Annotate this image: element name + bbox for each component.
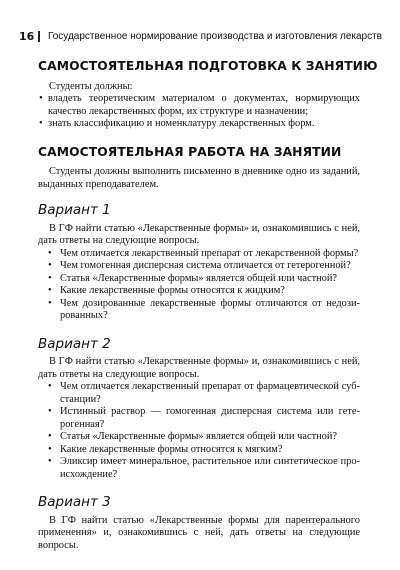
list-item: • владеть теоретическим материалом о документах, нормирующих качество лекарственных форм, их структуре и назначении; <box>38 93 360 118</box>
list-item: • Какие лекарственные формы относятся к мягким? <box>38 444 360 457</box>
list-item: • Чем гомогенная дисперсная система отличается от гетерогенной? <box>38 260 360 273</box>
list-item: • Истинный раствор — гомогенная дисперсная система или гетерогенная? <box>38 406 360 431</box>
variant-title: Вариант 1 <box>38 202 111 218</box>
list-item: • Статья «Лекарственные формы» является общей или частной? <box>38 431 360 444</box>
list-item: • Чем дозированные лекарственные формы отличаются от недозированных? <box>38 298 360 323</box>
list-item: • знать классификацию и номенклатуру лекарственных форм. <box>38 118 360 131</box>
variant-text: В ГФ найти статью «Лекарственные формы» и, ознакомившись с ней, дать ответы на следующие вопросы. <box>38 356 360 380</box>
list-item: • Чем отличается лекарственный препарат от фармацевтической субстанции? <box>38 381 360 406</box>
section-title-preparation: САМОСТОЯТЕЛЬНАЯ ПОДГОТОВКА К ЗАНЯТИЮ <box>38 59 378 73</box>
list-item: • Какие лекарственные формы относятся к жидким? <box>38 285 360 298</box>
variant-title: Вариант 3 <box>38 494 111 510</box>
header-divider <box>38 31 40 42</box>
section-intro: Студенты должны: <box>49 80 133 92</box>
variant-text: В ГФ найти статью «Лекарственные формы для парентерального применения» и, ознакомившись с ней, дать ответы на следующие вопросы. <box>38 514 360 551</box>
variant-title: Вариант 2 <box>38 335 111 352</box>
list-item: • Эликсир имеет минеральное, растительное или синтетическое происхождение? <box>38 456 360 481</box>
requirements-list <box>38 93 360 131</box>
list-item: • Чем отличается лекарственный препарат от лекарственной формы? <box>38 248 360 261</box>
running-header-title: Государственное нормирование производства и изготовления лекарств <box>48 31 382 42</box>
page-number: 16 <box>19 30 35 43</box>
variant-text: В ГФ найти статью «Лекарственные формы» и, ознакомившись с ней, дать ответы на следующие вопросы. <box>38 222 360 246</box>
list-item: • Статья «Лекарственные формы» является общей или частной? <box>38 273 360 286</box>
section-title-classwork: САМОСТОЯТЕЛЬНАЯ РАБОТА НА ЗАНЯТИИ <box>38 144 342 159</box>
section-intro: Студенты должны выполнить письменно в дневнике одно из заданий, выданных преподавателем. <box>38 166 360 190</box>
running-header <box>19 30 381 44</box>
question-list <box>38 248 360 323</box>
question-list <box>38 381 360 481</box>
page-content <box>38 59 378 552</box>
